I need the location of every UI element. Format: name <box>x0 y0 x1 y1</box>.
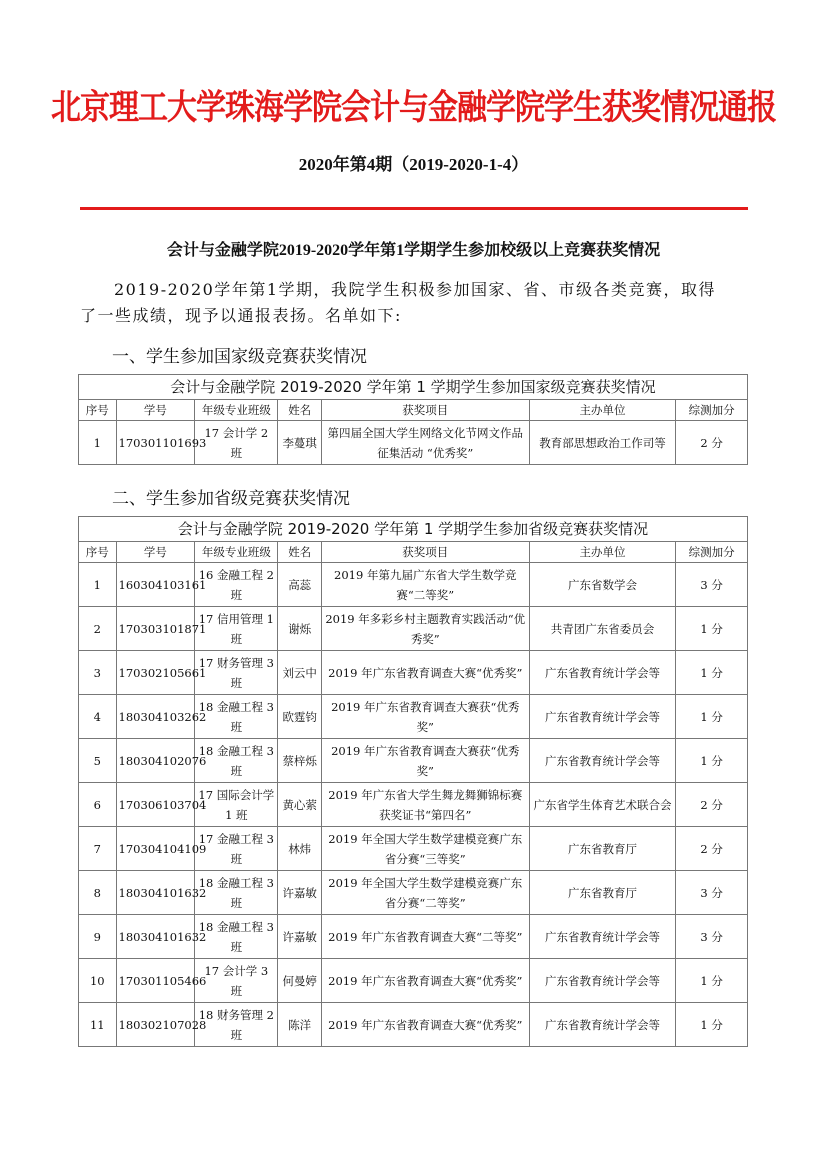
intro-paragraph <box>80 277 748 329</box>
student-name-cell: 李蔓琪 <box>278 421 321 465</box>
class-cell: 17 金融工程 3 班 <box>195 827 278 871</box>
award-cell: 2019 年第九届广东省大学生数学竞赛“二等奖” <box>321 563 529 607</box>
col-header-award: 获奖项目 <box>321 400 529 421</box>
col-header-organizer: 主办单位 <box>529 542 676 563</box>
class-cell: 17 会计学 2 班 <box>195 421 278 465</box>
organizer-cell: 广东省教育厅 <box>529 871 676 915</box>
national-awards-table <box>78 374 748 465</box>
row-number: 9 <box>79 915 117 959</box>
intro-line-1: 2019-2020学年第1学期，我院学生积极参加国家、省、市级各类竞赛，取得 <box>114 280 717 299</box>
table-row <box>79 695 748 739</box>
national-table-caption: 会计与金融学院 2019-2020 学年第 1 学期学生参加国家级竞赛获奖情况 <box>79 375 748 400</box>
intro-line-2: 了一些成绩，现予以通报表扬。名单如下: <box>80 306 402 325</box>
class-cell: 17 国际会计学 1 班 <box>195 783 278 827</box>
student-name-cell: 许嘉敏 <box>278 915 321 959</box>
points-cell: 1 分 <box>676 739 748 783</box>
class-cell: 18 金融工程 3 班 <box>195 915 278 959</box>
table-row <box>79 1003 748 1047</box>
organizer-cell: 广东省教育统计学会等 <box>529 695 676 739</box>
class-cell: 18 金融工程 3 班 <box>195 871 278 915</box>
organizer-cell: 广东省教育统计学会等 <box>529 739 676 783</box>
award-cell: 2019 年全国大学生数学建模竞赛广东省分赛“三等奖” <box>321 827 529 871</box>
class-cell: 18 金融工程 3 班 <box>195 739 278 783</box>
organizer-cell: 广东省教育统计学会等 <box>529 959 676 1003</box>
col-header-no: 序号 <box>79 400 117 421</box>
points-cell: 1 分 <box>676 607 748 651</box>
row-number: 1 <box>79 563 117 607</box>
points-cell: 1 分 <box>676 1003 748 1047</box>
col-header-name: 姓名 <box>278 542 321 563</box>
bulletin-title: 北京理工大学珠海学院会计与金融学院学生获奖情况通报 <box>51 87 776 129</box>
row-number: 2 <box>79 607 117 651</box>
award-cell: 2019 年广东省教育调查大赛获“优秀奖” <box>321 695 529 739</box>
organizer-cell: 广东省教育统计学会等 <box>529 915 676 959</box>
student-id-cell: 180304101632 <box>116 871 195 915</box>
class-cell: 16 金融工程 2 班 <box>195 563 278 607</box>
organizer-cell: 广东省教育统计学会等 <box>529 1003 676 1047</box>
row-number: 7 <box>79 827 117 871</box>
student-name-cell: 谢烁 <box>278 607 321 651</box>
organizer-cell: 广东省学生体育艺术联合会 <box>529 783 676 827</box>
col-header-points: 综测加分 <box>676 400 748 421</box>
points-cell: 3 分 <box>676 871 748 915</box>
points-cell: 1 分 <box>676 695 748 739</box>
student-id-cell: 180304101632 <box>116 915 195 959</box>
col-header-student-id: 学号 <box>116 542 195 563</box>
col-header-points: 综测加分 <box>676 542 748 563</box>
class-cell: 18 金融工程 3 班 <box>195 695 278 739</box>
table-row <box>79 871 748 915</box>
organizer-cell: 广东省教育统计学会等 <box>529 651 676 695</box>
student-name-cell: 林炜 <box>278 827 321 871</box>
student-name-cell: 陈洋 <box>278 1003 321 1047</box>
table-row <box>79 607 748 651</box>
award-cell: 2019 年全国大学生数学建模竞赛广东省分赛“二等奖” <box>321 871 529 915</box>
class-cell: 17 会计学 3 班 <box>195 959 278 1003</box>
class-cell: 17 信用管理 1 班 <box>195 607 278 651</box>
table-row <box>79 739 748 783</box>
student-name-cell: 黄心萦 <box>278 783 321 827</box>
row-number: 8 <box>79 871 117 915</box>
row-number: 4 <box>79 695 117 739</box>
student-id-cell: 180304102076 <box>116 739 195 783</box>
provincial-awards-table <box>78 516 748 1047</box>
award-cell: 2019 年广东省教育调查大赛“优秀奖” <box>321 1003 529 1047</box>
points-cell: 3 分 <box>676 915 748 959</box>
col-header-class: 年级专业班级 <box>195 542 278 563</box>
col-header-name: 姓名 <box>278 400 321 421</box>
organizer-cell: 广东省数学会 <box>529 563 676 607</box>
col-header-class: 年级专业班级 <box>195 400 278 421</box>
col-header-student-id: 学号 <box>116 400 195 421</box>
award-cell: 2019 年广东省教育调查大赛“二等奖” <box>321 915 529 959</box>
award-cell: 第四届全国大学生网络文化节网文作品征集活动 “优秀奖” <box>321 421 529 465</box>
table-row <box>79 421 748 465</box>
student-id-cell: 170306103704 <box>116 783 195 827</box>
col-header-organizer: 主办单位 <box>529 400 676 421</box>
award-cell: 2019 年多彩乡村主题教育实践活动“优秀奖” <box>321 607 529 651</box>
award-cell: 2019 年广东省教育调查大赛“优秀奖” <box>321 651 529 695</box>
class-cell: 18 财务管理 2 班 <box>195 1003 278 1047</box>
table-row <box>79 959 748 1003</box>
class-cell: 17 财务管理 3 班 <box>195 651 278 695</box>
national-table-header <box>79 400 748 421</box>
table-row <box>79 827 748 871</box>
student-name-cell: 许嘉敏 <box>278 871 321 915</box>
student-id-cell: 170301101693 <box>116 421 195 465</box>
provincial-table-header <box>79 542 748 563</box>
col-header-no: 序号 <box>79 542 117 563</box>
provincial-section-heading: 二、学生参加省级竞赛获奖情况 <box>112 489 350 509</box>
row-number: 10 <box>79 959 117 1003</box>
organizer-cell: 广东省教育厅 <box>529 827 676 871</box>
points-cell: 1 分 <box>676 651 748 695</box>
row-number: 3 <box>79 651 117 695</box>
student-name-cell: 欧霆钧 <box>278 695 321 739</box>
points-cell: 2 分 <box>676 783 748 827</box>
student-id-cell: 170303101871 <box>116 607 195 651</box>
row-number: 6 <box>79 783 117 827</box>
row-number: 1 <box>79 421 117 465</box>
issue-number: 2020年第4期（2019-2020-1-4） <box>298 155 529 174</box>
student-name-cell: 何曼婷 <box>278 959 321 1003</box>
award-cell: 2019 年广东省大学生舞龙舞狮锦标赛获奖证书“第四名” <box>321 783 529 827</box>
award-cell: 2019 年广东省教育调查大赛获“优秀奖” <box>321 739 529 783</box>
organizer-cell: 教育部思想政治工作司等 <box>529 421 676 465</box>
table-row <box>79 563 748 607</box>
row-number: 11 <box>79 1003 117 1047</box>
points-cell: 2 分 <box>676 421 748 465</box>
student-id-cell: 180302107028 <box>116 1003 195 1047</box>
points-cell: 2 分 <box>676 827 748 871</box>
points-cell: 1 分 <box>676 959 748 1003</box>
award-cell: 2019 年广东省教育调查大赛“优秀奖” <box>321 959 529 1003</box>
student-id-cell: 170304104109 <box>116 827 195 871</box>
organizer-cell: 共青团广东省委员会 <box>529 607 676 651</box>
student-id-cell: 180304103262 <box>116 695 195 739</box>
row-number: 5 <box>79 739 117 783</box>
student-name-cell: 高蕊 <box>278 563 321 607</box>
title-divider <box>80 207 748 210</box>
national-section-heading: 一、学生参加国家级竞赛获奖情况 <box>112 347 367 367</box>
student-id-cell: 170301105466 <box>116 959 195 1003</box>
table-row <box>79 783 748 827</box>
table-row <box>79 915 748 959</box>
points-cell: 3 分 <box>676 563 748 607</box>
table-row <box>79 651 748 695</box>
document-subtitle: 会计与金融学院2019-2020学年第1学期学生参加校级以上竞赛获奖情况 <box>166 242 661 259</box>
col-header-award: 获奖项目 <box>321 542 529 563</box>
provincial-table-caption: 会计与金融学院 2019-2020 学年第 1 学期学生参加省级竞赛获奖情况 <box>79 517 748 542</box>
student-name-cell: 蔡梓烁 <box>278 739 321 783</box>
student-id-cell: 170302105661 <box>116 651 195 695</box>
student-name-cell: 刘云中 <box>278 651 321 695</box>
student-id-cell: 160304103161 <box>116 563 195 607</box>
